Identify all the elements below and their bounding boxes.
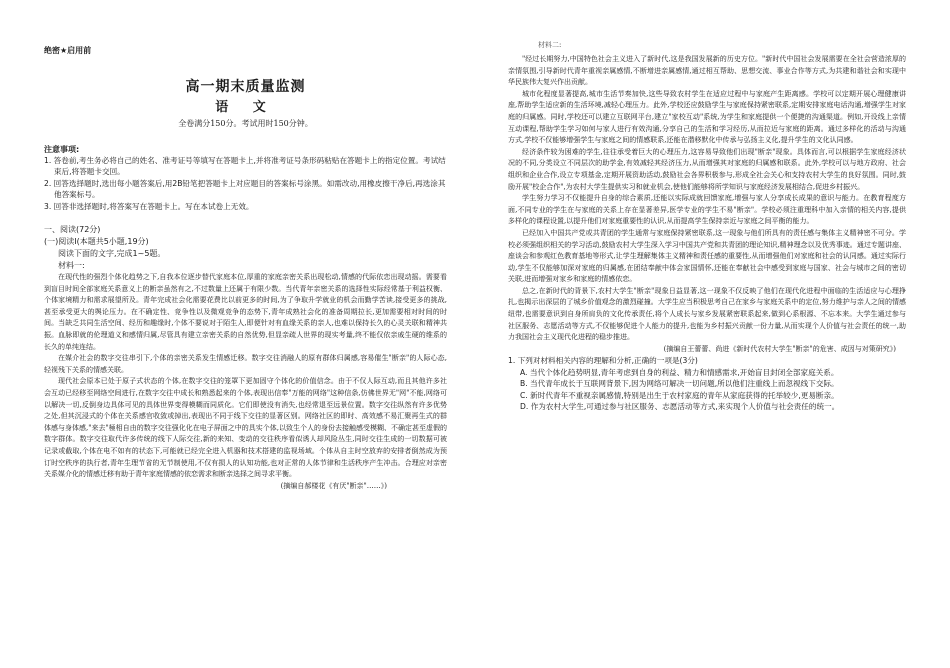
source-citation: (摘编自王蕾蕾、尚进《新时代农村大学生"断亲"的危害、成因与对策研究》)	[663, 344, 896, 353]
option-d: D. 作为农村大学生,可通过参与社区服务、志愿活动等方式,来实现个人价值与社会责任的统一。	[520, 402, 840, 412]
left-column	[44, 0, 447, 668]
option-b: B. 当代青年成长于互联网背景下,因为网络可解决一切问题,所以他们注重线上而忽视线下交际。	[520, 379, 839, 389]
source-citation: (摘编自郝楼花《有厌"断亲"……》)	[280, 481, 387, 490]
section-heading: 一、阅读(72分)	[44, 225, 101, 234]
notice-heading: 注意事项:	[44, 145, 80, 154]
reading-section	[44, 224, 447, 492]
material-two	[508, 54, 906, 412]
material-label: 材料二:	[538, 41, 562, 49]
question-1: 1. 下列对材料相关内容的理解和分析,正确的一项是(3分)	[508, 356, 698, 366]
paragraph: 经济条件较为困难的学生,往往承受着巨大的心理压力,这容易导致他们出现"断亲"现象。具体而言,可以根据学生家庭经济状况的不同,分类设立不同层次的助学金,有效减轻其经济压力,从而增强其对家庭的归属感和联系。此外,学校可以与地方政府、社会组织和企业合作,设立专项基金,定期开展资助活动,鼓励社会各界积极参与,形成全社会关心和支持农村大学生的良好氛围。同时,鼓励开展"校企合作",为农村大学生提供实习和就业机会,使他们能够将所学知识与家庭经济发展相结合,促进乡村振兴。	[508, 147, 906, 191]
instruction: 阅读下面的文字,完成1~5题。	[58, 249, 166, 258]
option-c: C. 新时代青年不重视亲属感情,特别是出生于农村家庭的青年从家庭获得的托举较少,更易断亲。	[520, 390, 839, 400]
exam-title: 高一期末质量监测	[185, 79, 306, 95]
material-label: 材料一:	[58, 261, 85, 270]
paragraph: 总之,在新时代的背景下,农村大学生"断亲"现象日益显著,这一现象不仅反映了他们在现代化进程中面临的生活适应与心理挣扎,也揭示出深层的了城乡价值观念的激烈碰撞。大学生应当积极思考自己在家乡与家庭关系中的定位,努力维护与亲人之间的情感纽带,也需要意识到自身所肩负的文化传承责任,将个人成长与家乡发展紧密联系起来,做到心系根源、不忘本来。大学生通过参与社区服务、志愿活动等方式,不仅能够促进个人能力的提升,也能为乡村振兴贡献一份力量,从而实现个人价值与社会责任的统一,助力我国社会主义现代化进程的稳步推进。	[508, 286, 906, 342]
right-column	[508, 0, 906, 668]
paragraph: 在媒介社会的数字交往串引下,个体的亲密关系发生情感迁移。数字交往消融人的原有群体归属感,容易催生"断亲"的人际心态,轻视残下关系的情感关联。	[44, 354, 447, 374]
subsection-heading: (一)阅读Ⅰ(本题共5小题,19分)	[44, 237, 149, 246]
notice-item: 1. 答卷前,考生务必将自己的姓名、准考证号等填写在答题卡上,并将准考证号条形码粘贴在答题卡上的指定位置。考试结束后,将答题卡交回。	[44, 156, 446, 177]
notice-item: 2. 回答选择题时,选出每小题答案后,用2B铅笔把答题卡上对应题目的答案标号涂黑。如需改动,用橡皮擦干净后,再选涂其他答案标号。	[44, 178, 446, 200]
score-line: 全卷满分150分。考试用时150分钟。	[178, 119, 313, 128]
notice-item: 3. 回答非选择题时,将答案写在答题卡上。写在本试卷上无效。	[44, 201, 254, 211]
paragraph: 已经加入中国共产党或共青团的学生通常与家庭保持紧密联系,这一现象与他们所具有的责任感与集体主义精神密不可分。学校必须强组织相关的学习活动,鼓励农村大学生深入学习中国共产党和共青团的理论知识,精神理念以及优秀事迹。通过专题讲座、座谈会和参观红色教育基地等形式,让学生理解集体主义精神和责任感的重要性,从而增强他们对家庭和社会的认同感。通过实际行动,学生不仅能够加深对家庭的归属感,在团结奉献中体会家国情怀,还能在奉献社会中感受到家庭与国家、社会与城市之间的密切关联,进而增强对家乡和家庭的情感依恋。	[508, 228, 906, 284]
paragraph: 在现代性的强烈个体化趋势之下,自我本位逐步替代家庭本位,厚重的家庭亲密关系出现松动,情感的代际依恋出现动摇。需要看到盲目时间全部家庭关系意义上的断亲虽然有之,不过数量上还属于有限少数。当代青年亲密关系的选择性实际经常基于利益权衡、个体家境精力和需求展望所及。青年完成社会化需要花费比以前更多的时间,为了争取升学就业的机会而勤学苦读,接受更多的挑战,甚至承受更大的舆论压力。在不确定性、竞争性以及微观竞争的态势下,青年成熟社会化的准备周期拉长,更加需要相对时间的时间。当缺乏共同生活空间、经历和趣缘时,个体不要说对于陌生人,即便针对有血缘关系的亲人,也难以保持长久的心灵关联和精神共振。血脉即就的伦理道义和感情归属,尽管具有建立亲密关系的自然优势,但显亲疏人世界的现实考量,终不能仅依亲戚生硬的维系的长久的单纯连结。	[44, 273, 447, 351]
paragraph: 城市化程度显著提高,城市生活节奏加快,这些导致农村学生在适应过程中与家庭产生距离感。学校可以定期开展心理健康讲座,帮助学生适应新的生活环境,减轻心理压力。此外,学校还应鼓励学生与家庭保持紧密联系,定期安排家庭电话沟通,增强学生对家庭的归属感。同时,学校还可以建立互联网平台,建立"家校互动"系统,为学生和家庭提供一个便捷的沟通渠道。例如,开设线上亲情互动课程,帮助学生学习如何与家人进行有效沟通,分享自己的生活和学习经历,从而拉近与家庭的距离。通过多样化的活动与沟通方式,学校不仅能够增强学生与家庭之间的情感联系,还能在潜移默化中传承与弘扬主义化,提升学生的文化认同感。	[508, 89, 906, 145]
paragraph: 学生努力学习不仅能提升自身的综合素质,还能以实际成就回馈家庭,增强与家人分享成长成果的意识与能力。在教育程度方面,不同专业的学生在与家庭的关系上存在显著差异,医学专业的学生不易"断亲"。学校必须注重理科中加入亲情的相关内容,提供多样化的课程设置,以提升他们对家庭重要性的认识,从而提高学生保持亲近与家庭之间平衡的能力。	[508, 194, 906, 226]
paragraph: "经过长期努力,中国特色社会主义进入了新时代,这是我国发展新的历史方位。"新时代中国社会发展需要在全社会营造浓厚的亲情氛围,引导新时代青年重视亲属感情,不断增进亲属感情,通过相互帮助、思想交流、事业合作等方式,为共建和谐社会和实现中华民族伟大复兴作出贡献。	[508, 55, 906, 87]
notice-list	[44, 155, 447, 212]
option-a: A. 当代个体化趋势明显,青年考虑到自身的利益、精力和情感需求,开始盲目封闭全部家庭关系。	[520, 367, 839, 377]
confidential-mark: 绝密★启用前	[44, 46, 92, 55]
paragraph: 现代社会原本已处于原子式状态的个体,在数字交往的笼罩下更加固守个体化的价值信念。由于不仅人际互动,而且其他许多社会互动已经移至网络空间进行,在数字交往中成长和熟悉起来的个体,表现出信奉"万能的网络"这种信条,仿佛世界无"网"不能,网络可以解决一切,反倒身边具体可见的具体世界变得模糊而同质化。它们即使没有消失,也经常退至远景位置。数字交往纵然有许多优势之处,但其沉浸式的个体在关系感官收敛或掉出,表现出不同于线下交往的显著区别。网络社区的即时、高效感不易汇聚再生式的群体感与身体感,"来去"極相自由的数字交往强化化在电子屏面之中的具实个体,以致生个人的身份去接触感受模糊、不确定甚至虚假的数字群体。数字交往取代许多传统的线下人际交往,新的来知、变动的交往秩序看似诱人却风险丛生,同时交往生成的一切数据可被记录或截取,个体在电不如有的状态下,可能就已经完全进入机器和技术搭建的监视场域。个体从自主时空放弃的安排者倒然成为预订时空秩序的执行者,青年生理节省的无节制使用,不仅有损人的认知功能,也对正常的人体节律和生活秩序产生冲击。合理应对亲密关系媒介化的情感迁移有助于青年家庭情感的依恋需求和断亲选择之间寻求平衡。	[44, 377, 447, 479]
exam-subject: 语 文	[215, 100, 276, 115]
